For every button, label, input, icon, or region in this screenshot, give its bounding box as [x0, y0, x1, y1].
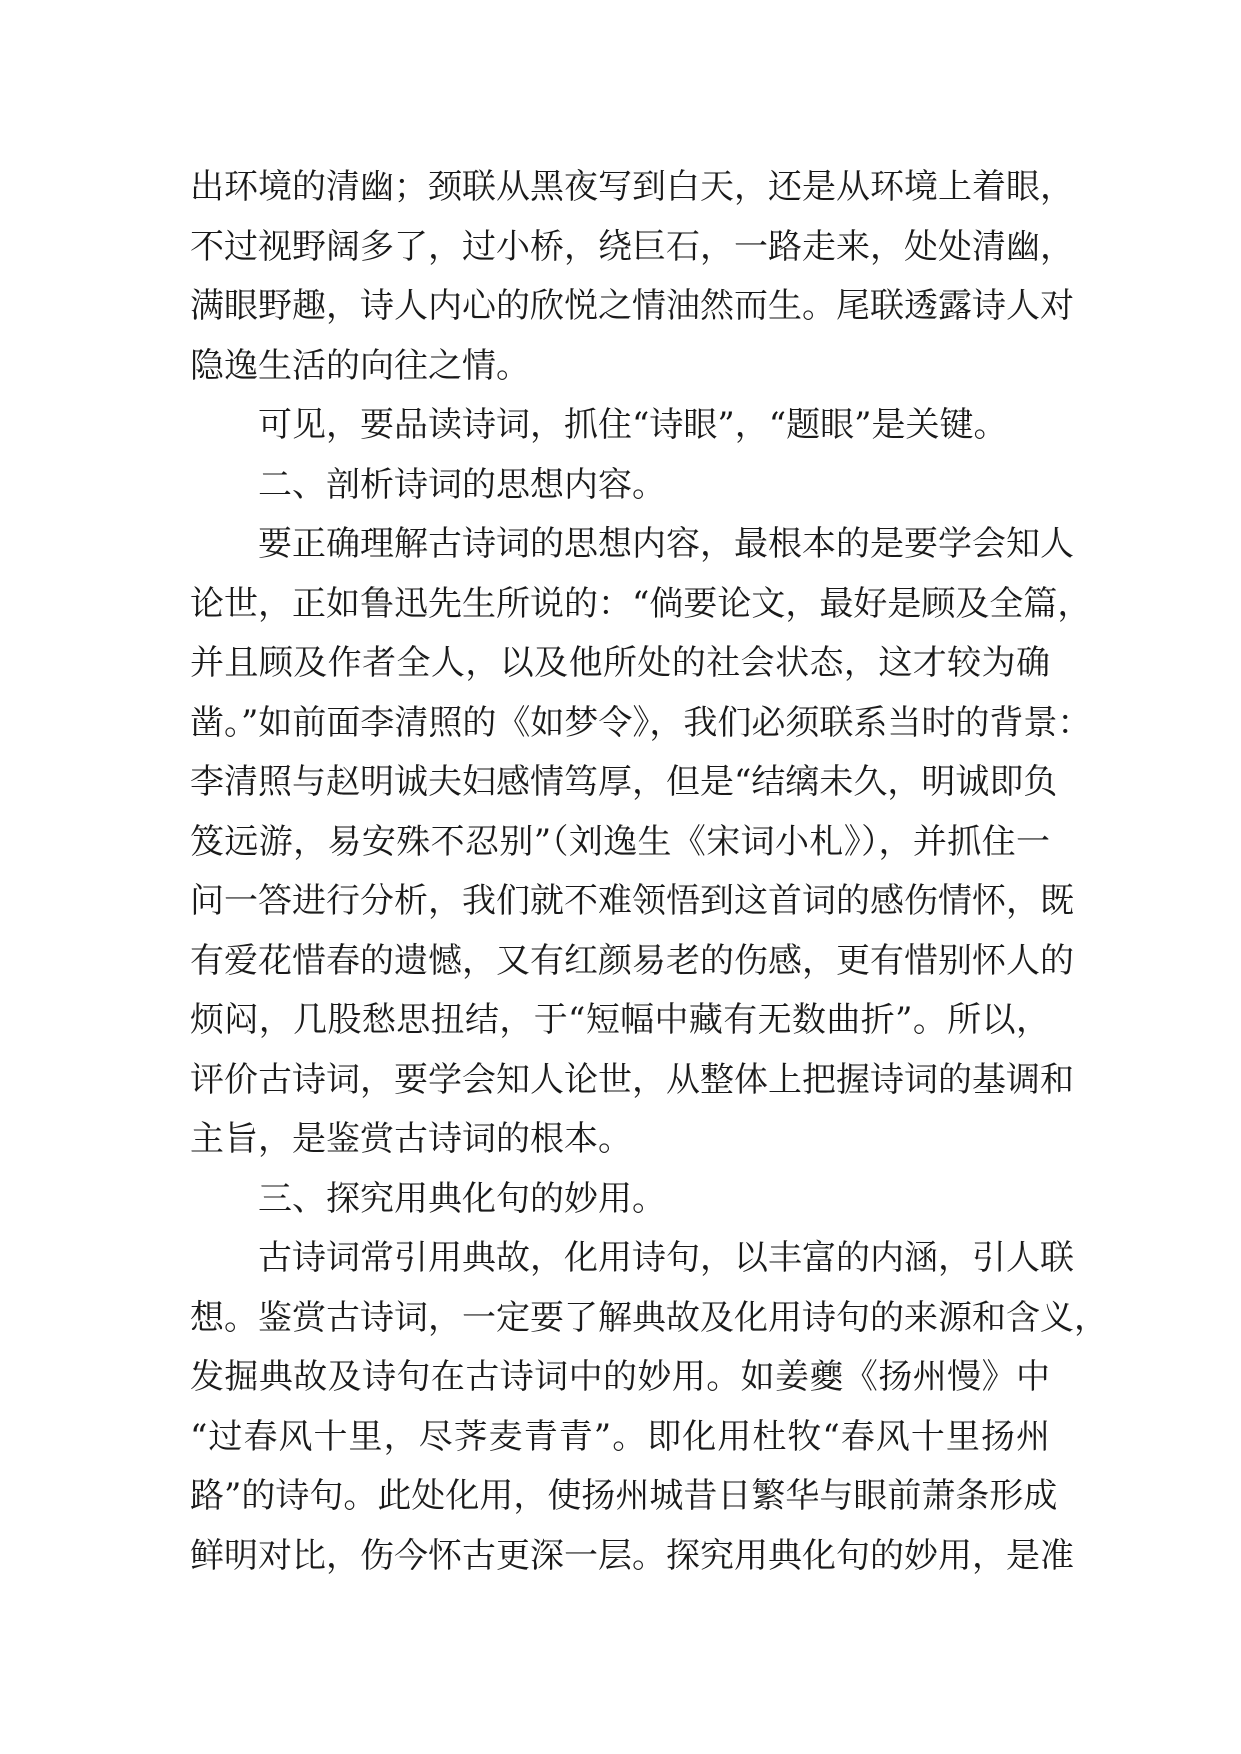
text-line: 隐逸生活的向往之情。 — [190, 345, 530, 386]
text-line: 鲜明对比，伤今怀古更深一层。探究用典化句的妙用，是准 — [190, 1535, 1074, 1576]
text-line: “过春风十里，尽荠麦青青”。即化用杜牧“春风十里扬州 — [190, 1416, 1050, 1457]
body-text — [190, 158, 1108, 1586]
text-line: 评价古诗词，要学会知人论世，从整体上把握诗词的基调和 — [190, 1059, 1074, 1100]
text-line: 凿。”如前面李清照的《如梦令》，我们必须联系当时的背景： — [190, 702, 1092, 743]
text-line: 论世，正如鲁迅先生所说的：“倘要论文，最好是顾及全篇， — [190, 583, 1092, 624]
text-line: 李清照与赵明诚夫妇感情笃厚，但是“结缡未久，明诚即负 — [190, 762, 1058, 802]
section-heading: 二、剖析诗词的思想内容。 — [258, 464, 666, 505]
text-line: 出环境的清幽；颈联从黑夜写到白天，还是从环境上着眼， — [190, 167, 1074, 207]
text-line: 满眼野趣，诗人内心的欣悦之情油然而生。尾联透露诗人对 — [190, 286, 1074, 326]
section-heading: 三、探究用典化句的妙用。 — [258, 1178, 666, 1219]
text-line: 有爱花惜春的遗憾，又有红颜易老的伤感，更有惜别怀人的 — [190, 940, 1074, 981]
text-line: 烦闷，几股愁思扭结，于“短幅中藏有无数曲折”。所以， — [190, 1000, 1050, 1040]
text-line: 想。鉴赏古诗词，一定要了解典故及化用诗句的来源和含义， — [190, 1297, 1108, 1338]
text-line: 路”的诗句。此处化用，使扬州城昔日繁华与眼前萧条形成 — [190, 1476, 1058, 1516]
text-line: 不过视野阔多了，过小桥，绕巨石，一路走来，处处清幽， — [190, 226, 1074, 267]
text-line: 笈远游，易安殊不忍别”（刘逸生《宋词小札》），并抓住一 — [190, 821, 1050, 862]
text-line: 问一答进行分析，我们就不难领悟到这首词的感伤情怀，既 — [190, 881, 1074, 921]
text-line: 并且顾及作者全人，以及他所处的社会状态，这才较为确 — [190, 643, 1050, 683]
text-line: 可见，要品读诗词，抓住“诗眼”，“题眼”是关键。 — [258, 405, 1008, 445]
text-line: 要正确理解古诗词的思想内容，最根本的是要学会知人 — [258, 524, 1074, 564]
text-line: 发掘典故及诗句在古诗词中的妙用。如姜夔《扬州慢》中 — [190, 1357, 1050, 1397]
text-line: 主旨，是鉴赏古诗词的根本。 — [190, 1119, 632, 1159]
text-line: 古诗词常引用典故，化用诗句，以丰富的内涵，引人联 — [258, 1238, 1074, 1278]
